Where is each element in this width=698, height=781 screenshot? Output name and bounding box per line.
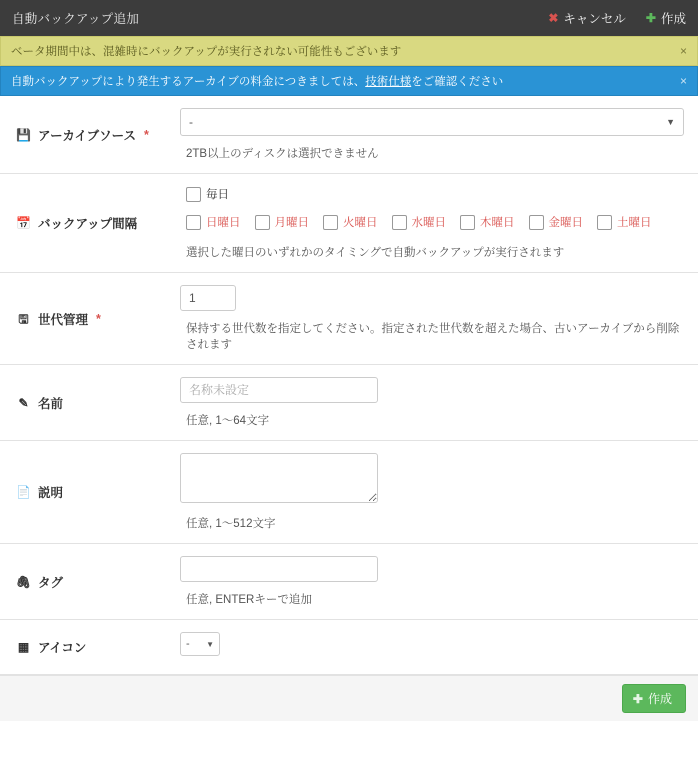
description-textarea[interactable] xyxy=(180,453,378,503)
label-archive-source-text: アーカイブソース xyxy=(38,128,137,143)
daily-checkbox-row xyxy=(180,186,684,202)
close-icon[interactable]: × xyxy=(679,74,687,88)
chevron-down-icon: ▼ xyxy=(206,639,214,649)
checkbox-friday-label: 金曜日 xyxy=(548,217,583,229)
paperclip-icon: 🖇 xyxy=(15,574,32,589)
dialog-footer xyxy=(0,675,698,721)
alert-pricing-info-text-before: 自動バックアップにより発生するアーカイブの料金につきましては、 xyxy=(11,76,366,88)
save-icon: 🖫 xyxy=(18,311,29,326)
tag-pen-icon: ✎ xyxy=(18,395,29,410)
label-generation-text: 世代管理 xyxy=(38,312,89,327)
checkbox-tuesday[interactable] xyxy=(323,214,378,230)
icon-select-value: - xyxy=(186,638,190,650)
create-button-header-label: 作成 xyxy=(660,12,686,26)
label-tag xyxy=(0,544,172,619)
checkbox-box[interactable] xyxy=(186,215,201,230)
row-generation xyxy=(0,273,698,365)
document-icon: 📄 xyxy=(16,485,31,499)
tech-spec-link[interactable]: 技術仕様 xyxy=(365,76,412,88)
field-name xyxy=(172,365,698,440)
checkbox-box[interactable] xyxy=(255,215,270,230)
archive-source-select[interactable] xyxy=(180,108,684,136)
required-marker: * xyxy=(144,127,149,142)
label-tag-text: タグ xyxy=(38,575,64,590)
label-description xyxy=(0,441,172,543)
label-icon xyxy=(0,620,172,674)
hint-tag: 任意, ENTERキーで追加 xyxy=(186,594,312,606)
checkbox-box[interactable] xyxy=(186,187,201,202)
create-button-footer-label: 作成 xyxy=(647,692,672,706)
label-description-text: 説明 xyxy=(38,486,64,500)
label-generation xyxy=(0,273,172,364)
image-icon: ▦ xyxy=(17,640,30,654)
row-description xyxy=(0,441,698,544)
checkbox-friday[interactable] xyxy=(529,214,584,230)
x-mark-icon: ✖ xyxy=(548,11,559,25)
label-name-text: 名前 xyxy=(38,396,64,411)
plus-icon: ✚ xyxy=(645,11,656,25)
checkbox-saturday[interactable] xyxy=(597,214,652,230)
checkbox-box[interactable] xyxy=(323,215,338,230)
hint-generation: 保持する世代数を指定してください。指定された世代数を超えた場合、古いアーカイブから削除されます xyxy=(186,323,680,351)
row-backup-interval xyxy=(0,174,698,273)
weekday-checkbox-row xyxy=(180,214,684,230)
field-backup-interval xyxy=(172,174,698,272)
checkbox-box[interactable] xyxy=(529,215,544,230)
disk-icon: 💾 xyxy=(16,127,31,142)
label-backup-interval xyxy=(0,174,172,272)
create-button-footer[interactable] xyxy=(622,684,686,713)
checkbox-thursday-label: 木曜日 xyxy=(480,217,515,229)
label-name xyxy=(0,365,172,440)
page-title: 自動バックアップ追加 xyxy=(12,12,140,26)
field-description xyxy=(172,441,698,543)
name-input[interactable] xyxy=(180,377,378,403)
field-icon xyxy=(172,620,698,674)
alert-beta-warning-text: ベータ期間中は、混雑時にバックアップが実行されない可能性もございます xyxy=(11,46,402,58)
checkbox-sunday-label: 日曜日 xyxy=(206,217,241,229)
chevron-down-icon: ▼ xyxy=(666,117,675,127)
label-icon-text: アイコン xyxy=(38,641,87,655)
hint-backup-interval: 選択した曜日のいずれかのタイミングで自動バックアップが実行されます xyxy=(186,247,565,259)
dialog-titlebar xyxy=(0,0,698,36)
tag-input[interactable] xyxy=(180,556,378,582)
checkbox-box[interactable] xyxy=(597,215,612,230)
create-button-header[interactable] xyxy=(646,9,686,27)
checkbox-thursday[interactable] xyxy=(460,214,515,230)
icon-select[interactable] xyxy=(180,632,220,656)
cancel-button-label: キャンセル xyxy=(563,12,626,26)
calendar-icon: 📅 xyxy=(16,216,31,230)
archive-source-select-value: - xyxy=(189,115,193,129)
row-name xyxy=(0,365,698,441)
row-archive-source xyxy=(0,96,698,174)
alert-pricing-info-text-after: をご確認ください xyxy=(411,76,504,88)
label-backup-interval-text: バックアップ間隔 xyxy=(38,217,138,231)
checkbox-daily[interactable] xyxy=(186,186,229,202)
field-tag xyxy=(172,544,698,619)
checkbox-saturday-label: 土曜日 xyxy=(617,217,652,229)
hint-name: 任意, 1〜64文字 xyxy=(186,415,270,427)
plus-icon: ✚ xyxy=(632,691,643,706)
checkbox-box[interactable] xyxy=(392,215,407,230)
generation-input[interactable] xyxy=(180,285,236,311)
alert-beta-warning xyxy=(0,36,698,66)
hint-description: 任意, 1〜512文字 xyxy=(186,518,276,530)
required-marker: * xyxy=(96,311,101,326)
label-archive-source xyxy=(0,96,172,173)
checkbox-wednesday[interactable] xyxy=(392,214,447,230)
alert-pricing-info xyxy=(0,66,698,96)
checkbox-monday-label: 月曜日 xyxy=(274,217,309,229)
field-generation xyxy=(172,273,698,364)
row-icon xyxy=(0,620,698,675)
checkbox-tuesday-label: 火曜日 xyxy=(343,217,378,229)
checkbox-sunday[interactable] xyxy=(186,214,241,230)
close-icon[interactable]: × xyxy=(679,44,687,58)
checkbox-wednesday-label: 水曜日 xyxy=(411,217,446,229)
checkbox-monday[interactable] xyxy=(255,214,310,230)
field-archive-source xyxy=(172,96,698,173)
hint-archive-source: 2TB以上のディスクは選択できません xyxy=(186,148,379,160)
cancel-button[interactable] xyxy=(548,9,626,27)
row-tag xyxy=(0,544,698,620)
checkbox-box[interactable] xyxy=(460,215,475,230)
checkbox-daily-label: 毎日 xyxy=(206,189,229,201)
alert-pricing-info-text xyxy=(11,73,672,89)
